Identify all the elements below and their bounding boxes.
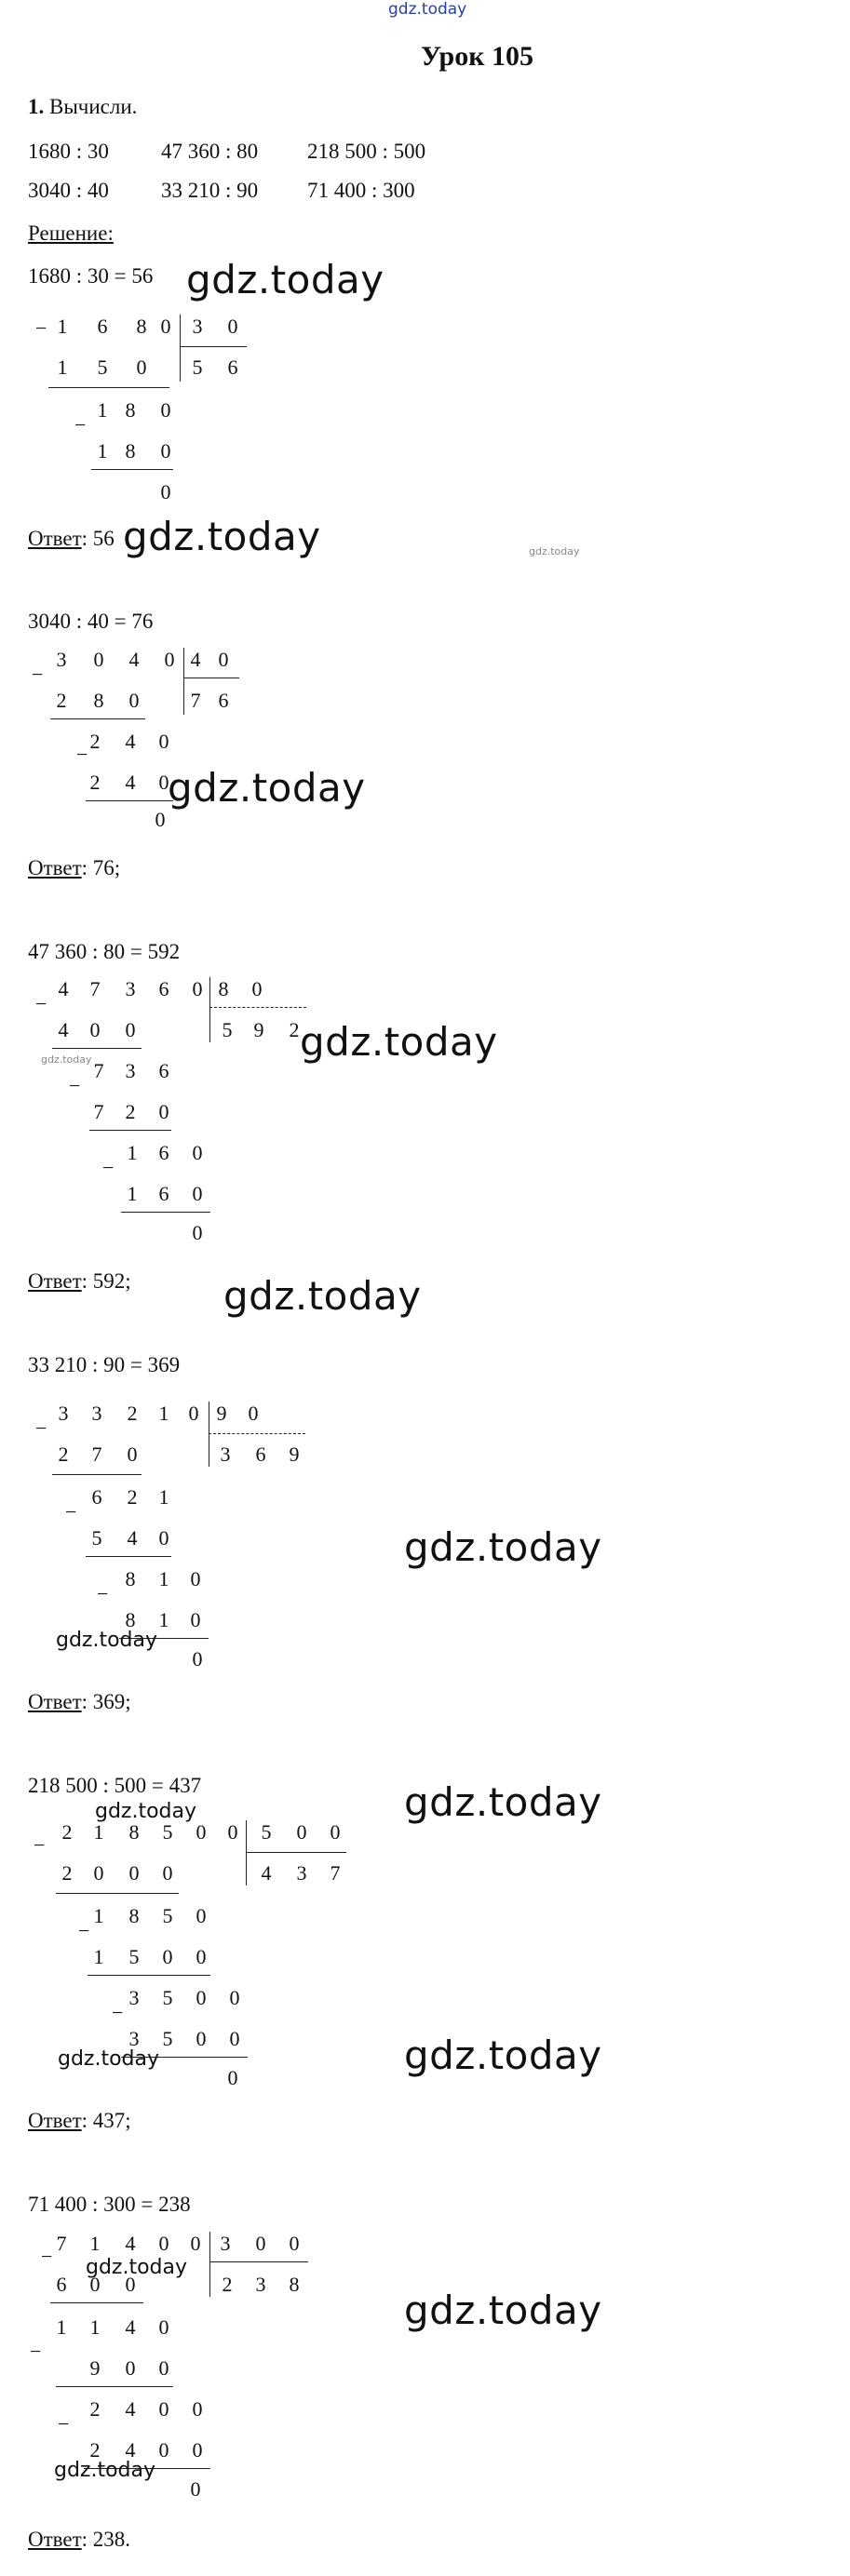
digit: 0	[192, 2397, 203, 2421]
digit: 0	[196, 1904, 207, 1927]
minus-sign: −	[65, 1500, 77, 1523]
digit: 0	[192, 1182, 203, 1205]
digit: 1	[97, 439, 108, 463]
division-rule-line	[86, 1556, 171, 1557]
minus-sign: −	[78, 1919, 90, 1942]
answer-6: Ответ: 238.	[28, 2528, 131, 2551]
digit: 3	[128, 2027, 140, 2050]
digit: 6	[91, 1485, 102, 1509]
division-rule-line	[89, 1130, 171, 1131]
task-expr-2: 47 360 : 80	[161, 140, 259, 163]
digit: 0	[196, 1820, 207, 1844]
minus-sign: −	[97, 1582, 109, 1605]
digit: 1	[158, 1485, 169, 1509]
digit: 0	[158, 2315, 169, 2339]
equation-4: 33 210 : 90 = 369	[28, 1353, 181, 1376]
digit: 0	[128, 1861, 140, 1885]
task-expr-1: 1680 : 30	[28, 140, 109, 163]
division-rule-line	[121, 1212, 210, 1213]
page-title: Урок 105	[421, 41, 534, 72]
minus-sign: −	[34, 1833, 46, 1857]
digit: 4	[128, 648, 140, 671]
division-bracket-line	[180, 315, 181, 382]
digit: 2	[61, 1820, 73, 1844]
digit: 5	[91, 1526, 102, 1550]
digit: 0	[160, 398, 171, 422]
division-rule-line	[48, 387, 169, 388]
digit: 8	[125, 1567, 136, 1590]
watermark: gdz.today	[404, 1779, 602, 1825]
digit: 3	[220, 2232, 231, 2255]
digit: 3	[125, 977, 136, 1000]
digit: 0	[158, 2356, 169, 2380]
watermark: gdz.today	[300, 1019, 498, 1065]
digit: 7	[89, 977, 101, 1000]
equation-6: 71 400 : 300 = 238	[28, 2193, 191, 2216]
digit: 8	[289, 2273, 300, 2296]
minus-sign: −	[58, 2412, 70, 2435]
digit: 0	[125, 1018, 136, 1041]
task-instruction: Вычисли.	[49, 95, 138, 118]
digit: 0	[190, 2232, 201, 2255]
equation-2: 3040 : 40 = 76	[28, 610, 154, 633]
digit: 0	[251, 977, 263, 1000]
digit: 0	[190, 2477, 201, 2501]
watermark-small: gdz.today	[41, 1053, 92, 1066]
digit: 0	[227, 2066, 238, 2089]
digit: 0	[229, 2027, 240, 2050]
digit: 8	[218, 977, 229, 1000]
digit: 4	[190, 648, 201, 671]
watermark: gdz.today	[404, 1524, 602, 1570]
digit: 8	[125, 1608, 136, 1631]
digit: 0	[330, 1820, 341, 1844]
digit: 0	[93, 1861, 104, 1885]
digit: 0	[255, 2232, 266, 2255]
digit: 0	[158, 730, 169, 753]
digit: 1	[97, 398, 108, 422]
digit: 6	[158, 1182, 169, 1205]
answer-3: Ответ: 592;	[28, 1269, 131, 1293]
division-rule-line	[246, 1852, 346, 1853]
equation-3: 47 360 : 80 = 592	[28, 940, 181, 963]
division-bracket-line	[183, 648, 184, 715]
digit: 7	[56, 2232, 67, 2255]
watermark: gdz.today	[223, 1273, 422, 1319]
digit: 6	[255, 1442, 266, 1466]
minus-sign: −	[30, 2340, 42, 2363]
header-watermark: gdz.today	[388, 0, 467, 19]
digit: 0	[192, 1221, 203, 1244]
digit: 4	[125, 2397, 136, 2421]
answer-2: Ответ: 76;	[28, 856, 121, 879]
digit: 3	[125, 1059, 136, 1082]
digit: 2	[89, 2397, 101, 2421]
minus-sign: −	[74, 413, 87, 436]
digit: 0	[162, 1861, 173, 1885]
digit: 1	[93, 1904, 104, 1927]
digit: 0	[160, 315, 171, 338]
division-rule-line	[91, 469, 173, 470]
digit: 2	[125, 1100, 136, 1123]
digit: 0	[160, 480, 171, 503]
division-rule-line	[52, 1048, 142, 1049]
digit: 2	[127, 1402, 138, 1425]
digit: 5	[261, 1820, 272, 1844]
digit: 9	[289, 1442, 300, 1466]
digit: 2	[127, 1485, 138, 1509]
digit: 5	[222, 1018, 233, 1041]
digit: 7	[93, 1059, 104, 1082]
watermark: gdz.today	[54, 2459, 156, 2482]
watermark: gdz.today	[404, 2288, 602, 2333]
digit: 4	[58, 1018, 69, 1041]
digit: 3	[128, 1986, 140, 2009]
digit: 1	[56, 2315, 67, 2339]
digit: 0	[188, 1402, 199, 1425]
digit: 0	[227, 315, 238, 338]
digit: 3	[255, 2273, 266, 2296]
answer-5: Ответ: 437;	[28, 2109, 131, 2132]
digit: 6	[218, 689, 229, 712]
watermark: gdz.today	[404, 2033, 602, 2078]
digit: 0	[125, 2356, 136, 2380]
digit: 1	[158, 1608, 169, 1631]
digit: 0	[229, 1986, 240, 2009]
minus-sign: −	[41, 2245, 53, 2268]
digit: 8	[128, 1820, 140, 1844]
digit: 2	[56, 689, 67, 712]
task-expr-6: 71 400 : 300	[307, 179, 415, 202]
digit: 0	[190, 1608, 201, 1631]
digit: 3	[91, 1402, 102, 1425]
digit: 1	[57, 356, 68, 379]
task-heading	[28, 95, 137, 119]
minus-sign: −	[76, 743, 88, 766]
digit: 0	[136, 356, 147, 379]
watermark: gdz.today	[58, 2047, 160, 2071]
division-bracket-line	[209, 2232, 210, 2297]
digit: 8	[93, 689, 104, 712]
digit: 0	[155, 808, 166, 831]
division-rule-line	[52, 1474, 142, 1475]
digit: 2	[222, 2273, 233, 2296]
digit: 7	[330, 1861, 341, 1885]
digit: 6	[158, 1141, 169, 1164]
equation-1: 1680 : 30 = 56	[28, 264, 154, 288]
digit: 0	[196, 1945, 207, 1968]
digit: 6	[227, 356, 238, 379]
watermark: gdz.today	[56, 1629, 158, 1652]
digit: 4	[127, 1526, 138, 1550]
division-rule-line	[180, 346, 247, 347]
digit: 4	[125, 2438, 136, 2462]
minus-sign: −	[112, 2001, 124, 2024]
digit: 0	[296, 1820, 307, 1844]
digit: 0	[158, 771, 169, 794]
digit: 4	[58, 977, 69, 1000]
digit: 0	[158, 2397, 169, 2421]
division-rule-line	[88, 1975, 210, 1976]
equation-5: 218 500 : 500 = 437	[28, 1774, 202, 1797]
digit: 3	[296, 1861, 307, 1885]
digit: 0	[227, 1820, 238, 1844]
digit: 0	[89, 2273, 101, 2296]
digit: 2	[61, 1861, 73, 1885]
digit: 2	[289, 1018, 300, 1041]
digit: 5	[97, 356, 108, 379]
division-bracket-line	[209, 977, 210, 1042]
division-rule-line	[50, 718, 145, 719]
digit: 8	[128, 1904, 140, 1927]
division-rule-line	[209, 1007, 306, 1008]
digit: 0	[158, 1526, 169, 1550]
digit: 5	[192, 356, 203, 379]
digit: 0	[125, 2273, 136, 2296]
digit: 0	[289, 2232, 300, 2255]
division-rule-line	[209, 2261, 308, 2262]
watermark: gdz.today	[95, 1800, 197, 1823]
digit: 7	[190, 689, 201, 712]
digit: 5	[162, 1986, 173, 2009]
digit: 3	[192, 315, 203, 338]
digit: 7	[91, 1442, 102, 1466]
digit: 1	[127, 1141, 138, 1164]
digit: 4	[125, 2315, 136, 2339]
digit: 5	[162, 2027, 173, 2050]
digit: 0	[158, 2438, 169, 2462]
digit: 3	[58, 1402, 69, 1425]
digit: 2	[58, 1442, 69, 1466]
watermark: gdz.today	[86, 2256, 188, 2279]
digit: 0	[89, 1018, 101, 1041]
digit: 0	[192, 1141, 203, 1164]
minus-sign: −	[35, 992, 47, 1015]
digit: 0	[162, 1945, 173, 1968]
watermark: gdz.today	[168, 765, 366, 811]
task-expr-3: 218 500 : 500	[307, 140, 426, 163]
digit: 0	[248, 1402, 259, 1425]
task-number: 1.	[28, 95, 45, 118]
task-expr-5: 33 210 : 90	[161, 179, 259, 202]
digit: 9	[216, 1402, 227, 1425]
digit: 3	[220, 1442, 231, 1466]
digit: 6	[97, 315, 108, 338]
digit: 8	[136, 315, 147, 338]
solution-label: Решение:	[28, 221, 114, 245]
division-rule-line	[56, 1893, 179, 1894]
digit: 0	[160, 439, 171, 463]
task-expr-4: 3040 : 40	[28, 179, 109, 202]
digit: 5	[162, 1904, 173, 1927]
digit: 0	[192, 2438, 203, 2462]
digit: 1	[89, 2232, 101, 2255]
minus-sign: −	[69, 1074, 81, 1097]
digit: 1	[158, 1567, 169, 1590]
digit: 0	[218, 648, 229, 671]
digit: 6	[56, 2273, 67, 2296]
digit: 2	[89, 771, 101, 794]
watermark-small: gdz.today	[529, 545, 580, 557]
digit: 4	[125, 730, 136, 753]
digit: 1	[57, 315, 68, 338]
digit: 3	[56, 648, 67, 671]
digit: 8	[125, 398, 136, 422]
watermark: gdz.today	[186, 257, 385, 302]
digit: 0	[164, 648, 175, 671]
digit: 0	[93, 648, 104, 671]
minus-sign: −	[35, 316, 47, 340]
division-rule-line	[56, 2386, 173, 2387]
digit: 5	[162, 1820, 173, 1844]
digit: 0	[196, 1986, 207, 2009]
digit: 5	[128, 1945, 140, 1968]
division-bracket-line	[246, 1820, 247, 1885]
answer-4: Ответ: 369;	[28, 1690, 131, 1713]
digit: 0	[196, 2027, 207, 2050]
minus-sign: −	[32, 663, 44, 686]
minus-sign: −	[35, 1416, 47, 1440]
digit: 1	[93, 1820, 104, 1844]
digit: 0	[158, 1100, 169, 1123]
division-rule-line	[86, 800, 173, 801]
digit: 6	[158, 977, 169, 1000]
digit: 0	[192, 1647, 203, 1670]
digit: 0	[127, 1442, 138, 1466]
digit: 4	[125, 771, 136, 794]
minus-sign: −	[102, 1156, 115, 1179]
digit: 1	[127, 1182, 138, 1205]
digit: 9	[253, 1018, 264, 1041]
digit: 1	[89, 2315, 101, 2339]
digit: 4	[261, 1861, 272, 1885]
digit: 7	[93, 1100, 104, 1123]
digit: 1	[158, 1402, 169, 1425]
digit: 0	[190, 1567, 201, 1590]
digit: 6	[158, 1059, 169, 1082]
digit: 8	[125, 439, 136, 463]
digit: 2	[89, 730, 101, 753]
digit: 2	[89, 2438, 101, 2462]
division-rule-line	[50, 2302, 143, 2303]
digit: 4	[125, 2232, 136, 2255]
digit: 0	[192, 977, 203, 1000]
watermark: gdz.today	[123, 514, 321, 559]
digit: 0	[128, 689, 140, 712]
division-rule-line	[209, 1433, 305, 1434]
digit: 9	[89, 2356, 101, 2380]
digit: 0	[158, 2232, 169, 2255]
answer-1: Ответ: 56	[28, 527, 115, 550]
digit: 1	[93, 1945, 104, 1968]
